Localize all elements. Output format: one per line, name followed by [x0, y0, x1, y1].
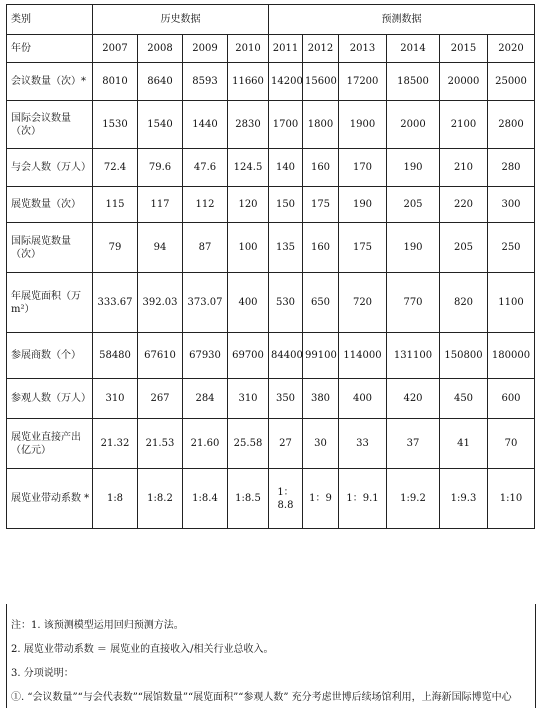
row-label: 展览业直接产出（亿元）	[7, 419, 93, 469]
value-cell: 310	[93, 379, 138, 419]
year-cell: 2020	[488, 35, 535, 63]
table-row	[7, 273, 535, 333]
note-2: 2. 展览业带动系数 ＝ 展览业的直接收入/相关行业总收入。	[11, 644, 274, 655]
value-cell: 112	[183, 187, 228, 223]
forecast-header: 预测数据	[269, 5, 535, 35]
value-cell: 300	[488, 187, 535, 223]
value-cell: 124.5	[228, 149, 269, 187]
value-cell: 20000	[440, 63, 488, 101]
value-cell: 160	[303, 149, 339, 187]
value-cell: 205	[440, 223, 488, 273]
row-label: 展览数量（次）	[7, 187, 93, 223]
value-cell: 190	[387, 149, 440, 187]
year-cell: 2013	[339, 35, 387, 63]
value-cell: 175	[303, 187, 339, 223]
value-cell: 27	[269, 419, 303, 469]
category-header: 类别	[7, 5, 93, 35]
value-cell: 25.58	[228, 419, 269, 469]
year-cell: 2014	[387, 35, 440, 63]
value-cell: 25000	[488, 63, 535, 101]
value-cell: 120	[228, 187, 269, 223]
value-cell: 420	[387, 379, 440, 419]
value-cell: 114000	[339, 333, 387, 379]
value-cell: 150	[269, 187, 303, 223]
value-cell: 400	[339, 379, 387, 419]
value-cell: 770	[387, 273, 440, 333]
row-label: 参展商数（个）	[7, 333, 93, 379]
table-row	[7, 469, 535, 529]
table-row	[7, 149, 535, 187]
value-cell: 1700	[269, 101, 303, 149]
table-row	[7, 379, 535, 419]
value-cell: 67610	[138, 333, 183, 379]
row-label: 年展览面积（万m²）	[7, 273, 93, 333]
value-cell: 1:8	[93, 469, 138, 529]
value-cell: 18500	[387, 63, 440, 101]
value-cell: 1:8.4	[183, 469, 228, 529]
value-cell: 820	[440, 273, 488, 333]
value-cell: 350	[269, 379, 303, 419]
value-cell: 1530	[93, 101, 138, 149]
header-row-1	[7, 5, 535, 35]
year-cell: 2010	[228, 35, 269, 63]
value-cell: 1:8.5	[228, 469, 269, 529]
value-cell: 94	[138, 223, 183, 273]
year-row	[7, 35, 535, 63]
value-cell: 8593	[183, 63, 228, 101]
value-cell: 190	[339, 187, 387, 223]
value-cell: 1：9	[303, 469, 339, 529]
value-cell: 33	[339, 419, 387, 469]
value-cell: 1900	[339, 101, 387, 149]
value-cell: 205	[387, 187, 440, 223]
value-cell: 47.6	[183, 149, 228, 187]
value-cell: 1:10	[488, 469, 535, 529]
value-cell: 400	[228, 273, 269, 333]
value-cell: 1800	[303, 101, 339, 149]
value-cell: 210	[440, 149, 488, 187]
value-cell: 1:9.2	[387, 469, 440, 529]
year-label: 年份	[7, 35, 93, 63]
note-1: 注：1. 该预测模型运用回归预测方法。	[11, 620, 184, 631]
value-cell: 530	[269, 273, 303, 333]
row-label: 展览业带动系数 *	[7, 469, 93, 529]
value-cell: 1：9.1	[339, 469, 387, 529]
value-cell: 250	[488, 223, 535, 273]
value-cell: 1100	[488, 273, 535, 333]
value-cell: 41	[440, 419, 488, 469]
value-cell: 380	[303, 379, 339, 419]
value-cell: 2000	[387, 101, 440, 149]
value-cell: 87	[183, 223, 228, 273]
year-cell: 2007	[93, 35, 138, 63]
value-cell: 333.67	[93, 273, 138, 333]
value-cell: 8010	[93, 63, 138, 101]
value-cell: 2100	[440, 101, 488, 149]
value-cell: 373.07	[183, 273, 228, 333]
value-cell: 30	[303, 419, 339, 469]
value-cell: 1540	[138, 101, 183, 149]
value-cell: 160	[303, 223, 339, 273]
value-cell: 1：8.8	[269, 469, 303, 529]
value-cell: 11660	[228, 63, 269, 101]
notes-section	[6, 604, 536, 708]
table-row	[7, 63, 535, 101]
row-label: 国际展览数量（次）	[7, 223, 93, 273]
note-4: ①. “会议数量”“与会代表数”“展馆数量”“展览面积”“参观人数” 充分考虑世博后续场馆利用，上海新国际博览中心	[11, 692, 512, 703]
row-label: 会议数量（次）*	[7, 63, 93, 101]
value-cell: 70	[488, 419, 535, 469]
value-cell: 450	[440, 379, 488, 419]
forecast-table	[6, 4, 535, 529]
value-cell: 720	[339, 273, 387, 333]
value-cell: 220	[440, 187, 488, 223]
value-cell: 79	[93, 223, 138, 273]
value-cell: 14200	[269, 63, 303, 101]
value-cell: 150800	[440, 333, 488, 379]
value-cell: 21.53	[138, 419, 183, 469]
value-cell: 170	[339, 149, 387, 187]
value-cell: 180000	[488, 333, 535, 379]
value-cell: 21.32	[93, 419, 138, 469]
value-cell: 67930	[183, 333, 228, 379]
table-row	[7, 223, 535, 273]
value-cell: 84400	[269, 333, 303, 379]
table-row	[7, 333, 535, 379]
table-row	[7, 101, 535, 149]
value-cell: 284	[183, 379, 228, 419]
value-cell: 1:9.3	[440, 469, 488, 529]
year-cell: 2009	[183, 35, 228, 63]
value-cell: 15600	[303, 63, 339, 101]
value-cell: 17200	[339, 63, 387, 101]
year-cell: 2012	[303, 35, 339, 63]
year-cell: 2008	[138, 35, 183, 63]
value-cell: 650	[303, 273, 339, 333]
value-cell: 69700	[228, 333, 269, 379]
value-cell: 100	[228, 223, 269, 273]
value-cell: 117	[138, 187, 183, 223]
value-cell: 1440	[183, 101, 228, 149]
value-cell: 58480	[93, 333, 138, 379]
value-cell: 37	[387, 419, 440, 469]
value-cell: 135	[269, 223, 303, 273]
table-row	[7, 187, 535, 223]
value-cell: 310	[228, 379, 269, 419]
value-cell: 280	[488, 149, 535, 187]
value-cell: 1:8.2	[138, 469, 183, 529]
note-3: 3. 分项说明：	[11, 668, 74, 679]
value-cell: 2830	[228, 101, 269, 149]
value-cell: 600	[488, 379, 535, 419]
value-cell: 99100	[303, 333, 339, 379]
year-cell: 2015	[440, 35, 488, 63]
value-cell: 21.60	[183, 419, 228, 469]
value-cell: 267	[138, 379, 183, 419]
value-cell: 79.6	[138, 149, 183, 187]
value-cell: 72.4	[93, 149, 138, 187]
value-cell: 131100	[387, 333, 440, 379]
value-cell: 140	[269, 149, 303, 187]
value-cell: 2800	[488, 101, 535, 149]
row-label: 参观人数（万人）	[7, 379, 93, 419]
value-cell: 175	[339, 223, 387, 273]
row-label: 与会人数（万人）	[7, 149, 93, 187]
table-row	[7, 419, 535, 469]
value-cell: 115	[93, 187, 138, 223]
historical-header: 历史数据	[93, 5, 269, 35]
value-cell: 392.03	[138, 273, 183, 333]
value-cell: 8640	[138, 63, 183, 101]
row-label: 国际会议数量（次）	[7, 101, 93, 149]
year-cell: 2011	[269, 35, 303, 63]
value-cell: 190	[387, 223, 440, 273]
